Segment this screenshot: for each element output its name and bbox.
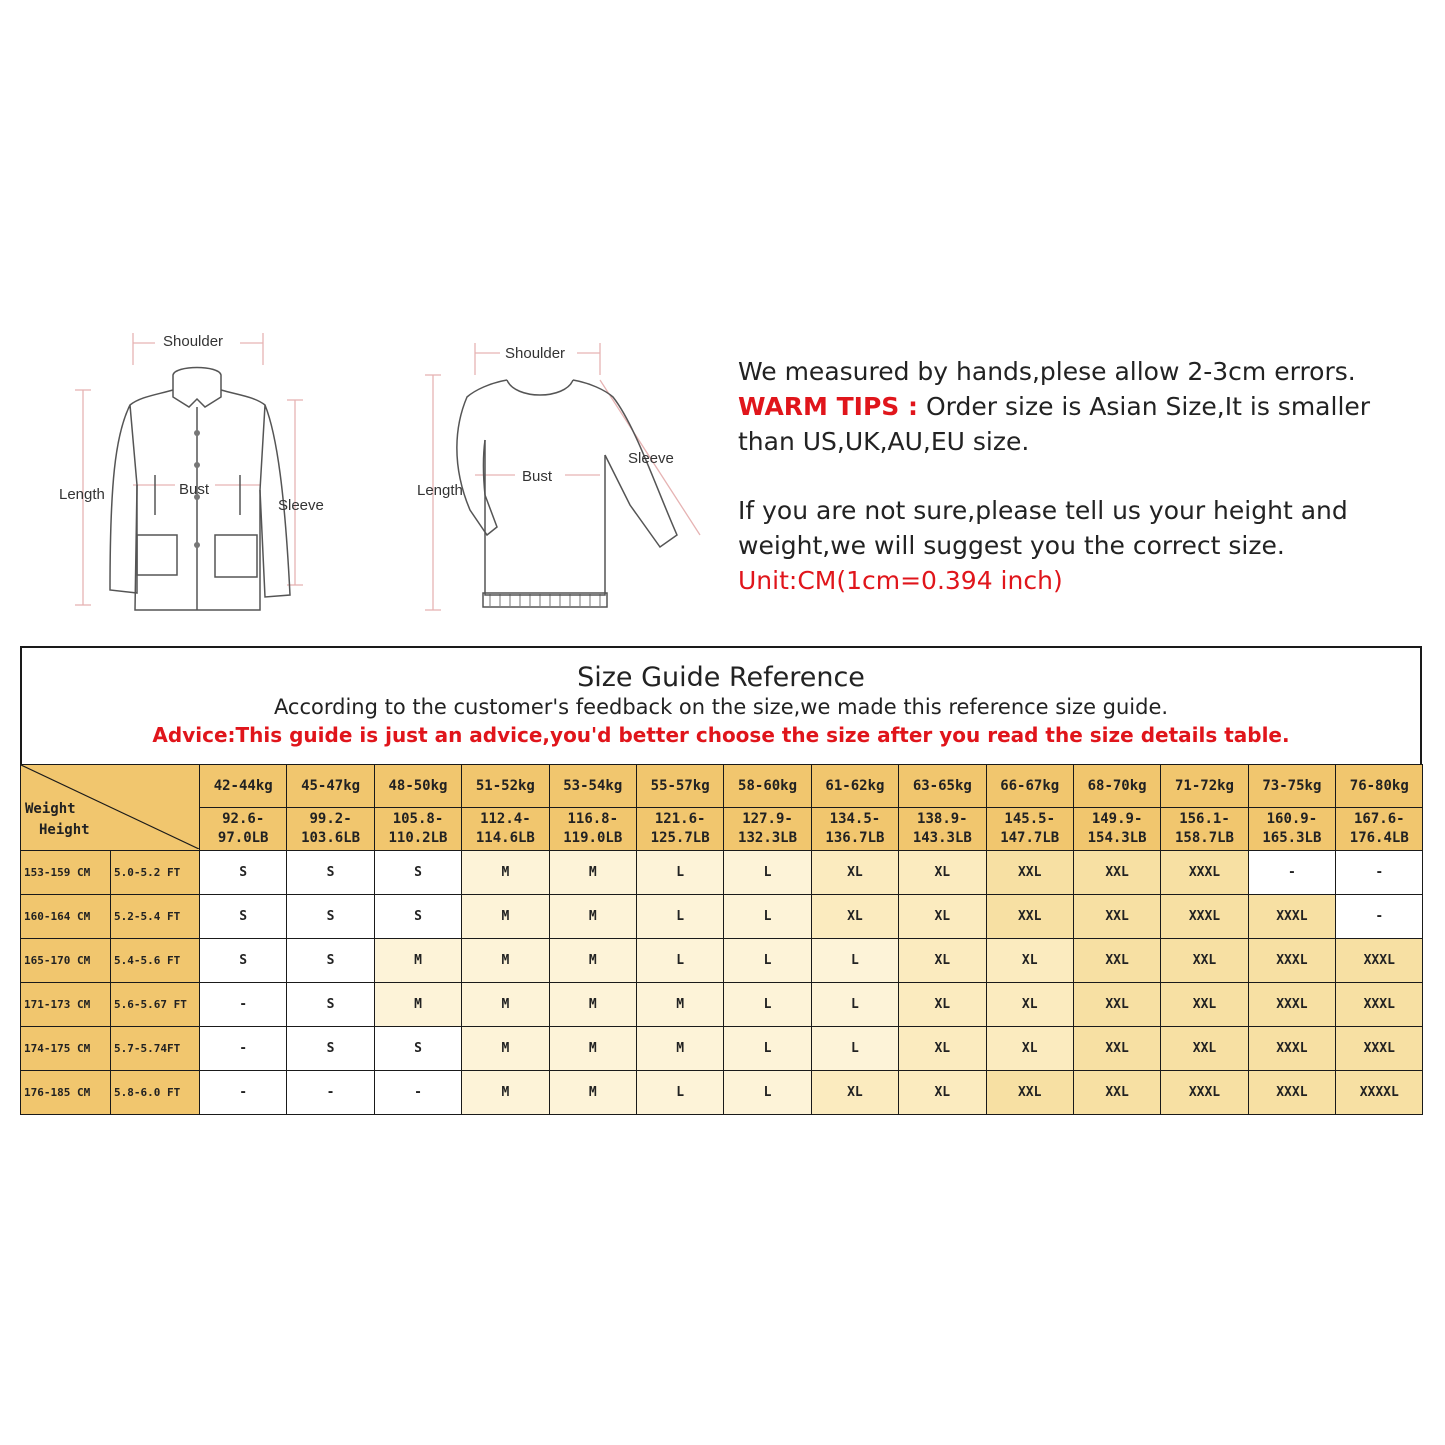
size-cell: M xyxy=(462,1027,549,1071)
weight-kg-row xyxy=(21,765,1423,808)
weight-lb-text: 156.1- xyxy=(1179,811,1230,827)
weight-kg-cell: 68-70kg xyxy=(1073,765,1160,808)
size-cell: XXL xyxy=(1161,1027,1248,1071)
sweater-length-label: Length xyxy=(417,482,463,499)
size-cell: XXL xyxy=(1073,939,1160,983)
weight-lb-cell xyxy=(724,808,811,851)
size-cell: M xyxy=(549,895,636,939)
weight-lb-text: 92.6- xyxy=(222,811,265,827)
size-cell: XXL xyxy=(1073,1071,1160,1115)
weight-kg-cell: 53-54kg xyxy=(549,765,636,808)
corner-height-label: Height xyxy=(39,822,90,838)
size-cell: XL xyxy=(986,939,1073,983)
table-row xyxy=(21,939,1423,983)
warm-tips-label: WARM TIPS : xyxy=(738,392,919,421)
size-cell: XXL xyxy=(986,1071,1073,1115)
weight-lb-text: 112.4- xyxy=(480,811,531,827)
weight-lb-text: 165.3LB xyxy=(1262,830,1322,846)
size-cell: XXXL xyxy=(1336,1027,1423,1071)
size-cell: M xyxy=(374,983,461,1027)
size-cell: L xyxy=(636,939,723,983)
size-cell: XXXL xyxy=(1336,939,1423,983)
weight-kg-cell: 58-60kg xyxy=(724,765,811,808)
size-cell: - xyxy=(287,1071,374,1115)
size-cell: XL xyxy=(811,895,898,939)
weight-lb-cell xyxy=(636,808,723,851)
weight-lb-cell xyxy=(1336,808,1423,851)
weight-lb-cell xyxy=(287,808,374,851)
weight-lb-text: 145.5- xyxy=(1004,811,1055,827)
weight-lb-cell xyxy=(1248,808,1335,851)
weight-lb-cell xyxy=(1161,808,1248,851)
height-ft-cell: 5.6-5.67 FT xyxy=(111,983,200,1027)
weight-kg-cell: 51-52kg xyxy=(462,765,549,808)
warm-tips xyxy=(738,389,1428,459)
size-cell: XXXL xyxy=(1248,1027,1335,1071)
weight-lb-text: 114.6LB xyxy=(475,830,535,846)
size-cell: M xyxy=(549,1071,636,1115)
size-cell: L xyxy=(724,939,811,983)
corner-weight-label: Weight xyxy=(25,801,76,817)
size-cell: M xyxy=(549,1027,636,1071)
weight-lb-text: 176.4LB xyxy=(1349,830,1409,846)
measurement-error-note: We measured by hands,plese allow 2-3cm errors. xyxy=(738,357,1356,386)
weight-lb-text: 154.3LB xyxy=(1087,830,1147,846)
table-row xyxy=(21,1027,1423,1071)
weight-lb-cell xyxy=(899,808,986,851)
weight-lb-text: 136.7LB xyxy=(825,830,885,846)
size-table xyxy=(20,764,1423,1115)
sweater-bust-label: Bust xyxy=(522,468,553,485)
size-guide xyxy=(20,646,1422,1112)
size-cell: M xyxy=(462,895,549,939)
size-cell: M xyxy=(636,983,723,1027)
weight-lb-cell xyxy=(986,808,1073,851)
size-cell: M xyxy=(636,1027,723,1071)
weight-lb-text: 97.0LB xyxy=(217,830,269,846)
weight-lb-text: 158.7LB xyxy=(1174,830,1234,846)
size-cell: XXL xyxy=(1161,983,1248,1027)
size-cell: M xyxy=(374,939,461,983)
weight-lb-text: 119.0LB xyxy=(563,830,623,846)
size-cell: L xyxy=(724,1027,811,1071)
size-cell: S xyxy=(287,895,374,939)
weight-lb-text: 110.2LB xyxy=(388,830,448,846)
jacket-diagram xyxy=(55,325,355,625)
height-ft-cell: 5.7-5.74FT xyxy=(111,1027,200,1071)
height-cm-cell: 174-175 CM xyxy=(21,1027,111,1071)
size-cell: XL xyxy=(899,983,986,1027)
size-cell: L xyxy=(636,851,723,895)
size-suggestion-note: If you are not sure,please tell us your height and weight,we will suggest you the correct size. xyxy=(738,496,1348,560)
size-cell: - xyxy=(1336,851,1423,895)
size-cell: S xyxy=(200,895,287,939)
size-cell: L xyxy=(636,895,723,939)
jacket-outline-icon xyxy=(55,325,355,625)
size-cell: XL xyxy=(986,1027,1073,1071)
size-cell: XXL xyxy=(986,851,1073,895)
size-cell: M xyxy=(549,851,636,895)
weight-lb-cell xyxy=(549,808,636,851)
size-cell: XXXL xyxy=(1161,851,1248,895)
size-cell: XL xyxy=(899,939,986,983)
jacket-bust-label: Bust xyxy=(179,481,210,498)
size-cell: - xyxy=(374,1071,461,1115)
weight-lb-text: 134.5- xyxy=(829,811,881,827)
size-cell: S xyxy=(200,939,287,983)
size-guide-advice: Advice:This guide is just an advice,you'd better choose the size after you read the size details table. xyxy=(152,723,1290,747)
size-cell: S xyxy=(374,1027,461,1071)
size-cell: XXL xyxy=(986,895,1073,939)
weight-lb-text: 160.9- xyxy=(1266,811,1318,827)
size-cell: L xyxy=(811,1027,898,1071)
size-cell: XL xyxy=(899,1071,986,1115)
size-cell: S xyxy=(374,851,461,895)
size-cell: M xyxy=(549,939,636,983)
size-cell: S xyxy=(287,1027,374,1071)
size-cell: XL xyxy=(899,1027,986,1071)
size-cell: - xyxy=(1248,851,1335,895)
weight-lb-text: 116.8- xyxy=(567,811,619,827)
unit-note: Unit:CM(1cm=0.394 inch) xyxy=(738,566,1063,595)
size-cell: L xyxy=(811,939,898,983)
table-row xyxy=(21,983,1423,1027)
weight-kg-cell: 42-44kg xyxy=(200,765,287,808)
size-cell: S xyxy=(200,851,287,895)
weight-lb-row xyxy=(21,808,1423,851)
weight-lb-text: 143.3LB xyxy=(912,830,972,846)
height-cm-cell: 153-159 CM xyxy=(21,851,111,895)
weight-lb-text: 121.6- xyxy=(654,811,706,827)
size-cell: XXXL xyxy=(1248,1071,1335,1115)
size-cell: XXL xyxy=(1073,851,1160,895)
weight-kg-cell: 48-50kg xyxy=(374,765,461,808)
measurement-notes xyxy=(738,354,1428,598)
height-cm-cell: 176-185 CM xyxy=(21,1071,111,1115)
size-cell: - xyxy=(200,1027,287,1071)
size-guide-header xyxy=(22,648,1420,764)
table-row xyxy=(21,895,1423,939)
table-row xyxy=(21,851,1423,895)
size-cell: XL xyxy=(899,895,986,939)
size-cell: XXXXL xyxy=(1336,1071,1423,1115)
size-cell: XXXL xyxy=(1248,939,1335,983)
weight-lb-cell xyxy=(1073,808,1160,851)
size-cell: XXL xyxy=(1161,939,1248,983)
height-cm-cell: 171-173 CM xyxy=(21,983,111,1027)
weight-lb-text: 132.3LB xyxy=(738,830,798,846)
weight-kg-cell: 66-67kg xyxy=(986,765,1073,808)
weight-kg-cell: 45-47kg xyxy=(287,765,374,808)
height-cm-cell: 160-164 CM xyxy=(21,895,111,939)
size-cell: M xyxy=(549,983,636,1027)
size-cell: XL xyxy=(899,851,986,895)
weight-kg-cell: 63-65kg xyxy=(899,765,986,808)
size-cell: S xyxy=(374,895,461,939)
size-cell: - xyxy=(200,983,287,1027)
size-cell: L xyxy=(636,1071,723,1115)
weight-lb-text: 125.7LB xyxy=(650,830,710,846)
size-cell: - xyxy=(1336,895,1423,939)
size-cell: XL xyxy=(811,851,898,895)
sweater-diagram xyxy=(415,335,715,620)
weight-lb-text: 147.7LB xyxy=(1000,830,1060,846)
size-cell: M xyxy=(462,851,549,895)
weight-kg-cell: 71-72kg xyxy=(1161,765,1248,808)
weight-lb-cell xyxy=(462,808,549,851)
size-cell: L xyxy=(724,1071,811,1115)
weight-lb-cell xyxy=(200,808,287,851)
size-cell: L xyxy=(724,983,811,1027)
jacket-length-label: Length xyxy=(59,486,105,503)
height-ft-cell: 5.4-5.6 FT xyxy=(111,939,200,983)
size-guide-subtitle: According to the customer's feedback on the size,we made this reference size guide. xyxy=(273,695,1169,719)
weight-lb-text: 127.9- xyxy=(742,811,793,827)
size-cell: L xyxy=(811,983,898,1027)
size-cell: S xyxy=(287,939,374,983)
table-corner xyxy=(21,765,200,851)
size-guide-title: Size Guide Reference xyxy=(577,662,865,693)
size-cell: XXXL xyxy=(1248,983,1335,1027)
size-cell: L xyxy=(724,851,811,895)
size-cell: M xyxy=(462,939,549,983)
size-cell: XXXL xyxy=(1248,895,1335,939)
height-cm-cell: 165-170 CM xyxy=(21,939,111,983)
size-cell: XXXL xyxy=(1161,895,1248,939)
size-cell: XL xyxy=(811,1071,898,1115)
jacket-shoulder-label: Shoulder xyxy=(163,333,224,350)
size-cell: XXXL xyxy=(1336,983,1423,1027)
weight-lb-text: 149.9- xyxy=(1091,811,1143,827)
weight-lb-text: 99.2- xyxy=(309,811,352,827)
size-cell: XXL xyxy=(1073,895,1160,939)
weight-lb-text: 138.9- xyxy=(917,811,968,827)
weight-kg-cell: 61-62kg xyxy=(811,765,898,808)
weight-lb-cell xyxy=(811,808,898,851)
weight-lb-text: 105.8- xyxy=(392,811,444,827)
sweater-outline-icon xyxy=(415,335,715,620)
sweater-shoulder-label: Shoulder xyxy=(505,345,566,362)
size-cell: XXL xyxy=(1073,983,1160,1027)
size-cell: S xyxy=(287,851,374,895)
warm-tips-text: Order size is Asian Size,It is smaller than US,UK,AU,EU size. xyxy=(738,392,1371,456)
weight-lb-cell xyxy=(374,808,461,851)
size-cell: XXXL xyxy=(1161,1071,1248,1115)
size-cell: XL xyxy=(986,983,1073,1027)
size-cell: S xyxy=(287,983,374,1027)
height-ft-cell: 5.2-5.4 FT xyxy=(111,895,200,939)
weight-lb-text: 103.6LB xyxy=(301,830,361,846)
size-cell: - xyxy=(200,1071,287,1115)
weight-lb-text: 167.6- xyxy=(1353,811,1405,827)
size-cell: XXL xyxy=(1073,1027,1160,1071)
weight-kg-cell: 55-57kg xyxy=(636,765,723,808)
size-cell: L xyxy=(724,895,811,939)
weight-kg-cell: 73-75kg xyxy=(1248,765,1335,808)
weight-kg-cell: 76-80kg xyxy=(1336,765,1423,808)
sweater-sleeve-label: Sleeve xyxy=(628,450,674,467)
size-cell: M xyxy=(462,983,549,1027)
size-cell: M xyxy=(462,1071,549,1115)
height-ft-cell: 5.0-5.2 FT xyxy=(111,851,200,895)
jacket-sleeve-label: Sleeve xyxy=(278,497,324,514)
table-row xyxy=(21,1071,1423,1115)
height-ft-cell: 5.8-6.0 FT xyxy=(111,1071,200,1115)
